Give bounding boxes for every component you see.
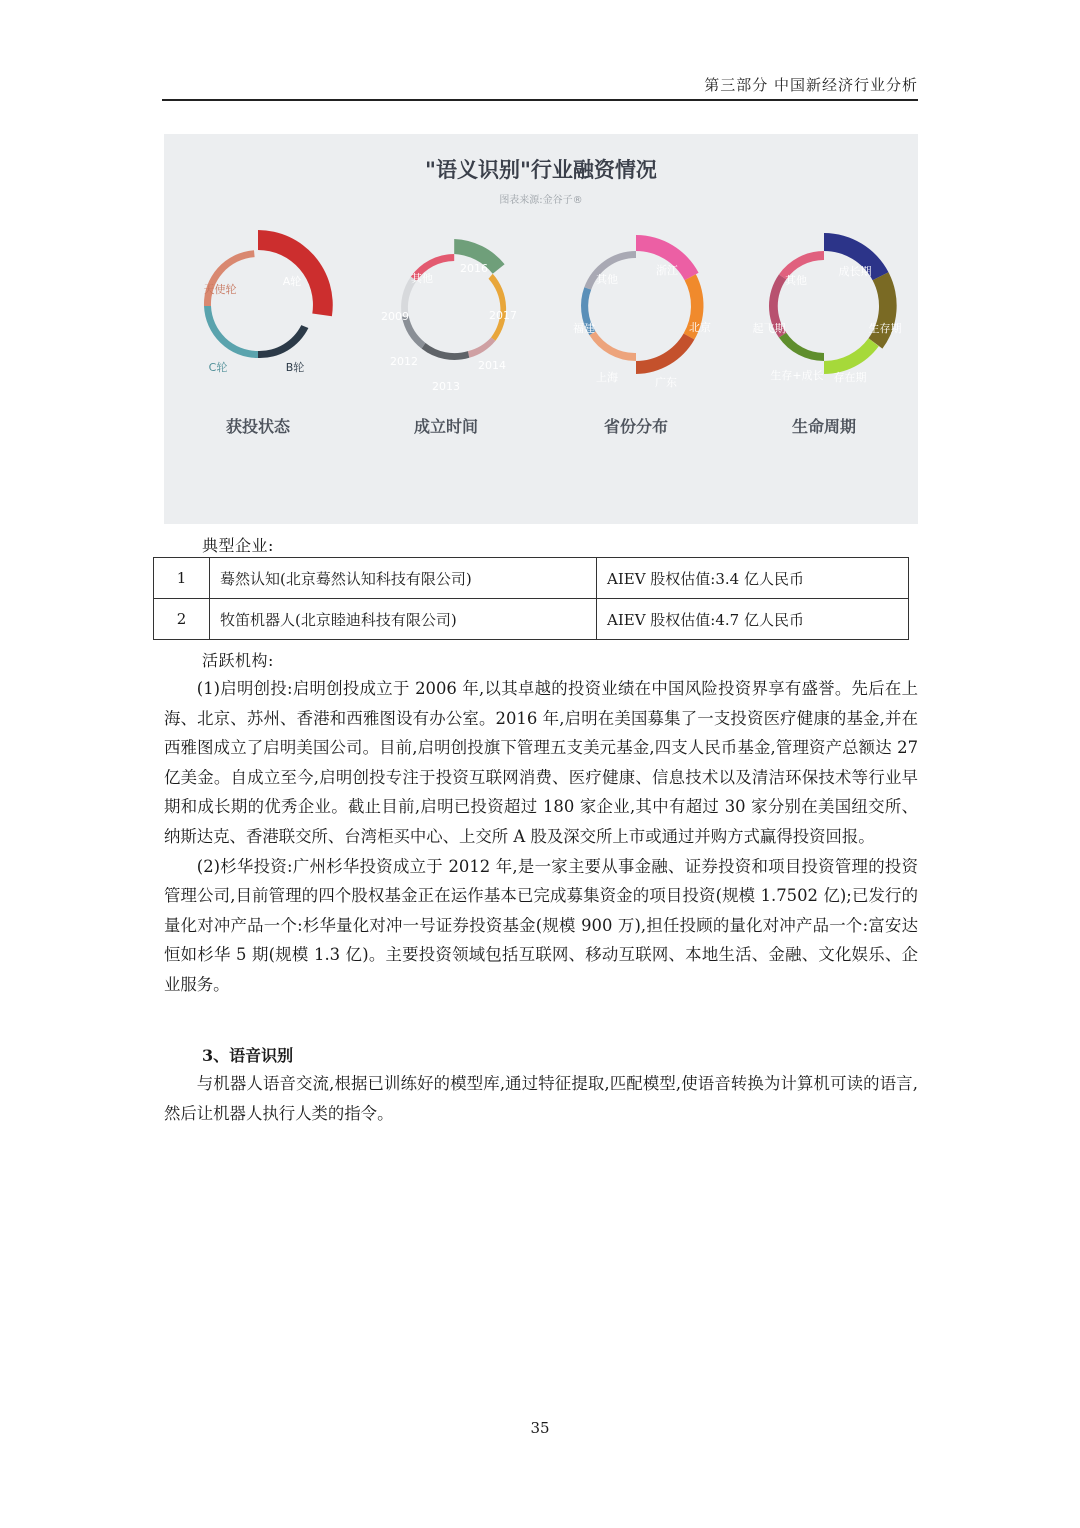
institutions-body (164, 674, 918, 1000)
label-2013: 2013 (432, 380, 460, 393)
label-takeoff: 起飞期 (752, 322, 786, 335)
page-number: 35 (530, 1419, 550, 1437)
label-existence: 存在期 (833, 371, 867, 384)
section-body (164, 1069, 918, 1128)
running-header: 第三部分 中国新经济行业分析 (704, 76, 918, 94)
segment-c (204, 306, 258, 358)
segment-shanghai (589, 331, 636, 361)
company-valuation: AIEV 股权估值:4.7 亿人民币 (597, 599, 909, 640)
figure-title: "语义识别"行业融资情况 (425, 158, 657, 182)
label-survive-grow: 生存+成长 (770, 369, 824, 382)
segment-2014 (468, 338, 496, 358)
chart-name-lifecycle: 生命周期 (791, 417, 857, 436)
section-heading: 3、语音识别 (202, 1046, 294, 1065)
section-paragraph: 与机器人语音交流,根据已训练好的模型库,通过特征提取,匹配模型,使语音转换为计算机可读的语言,然后让机器人执行人类的指令。 (164, 1074, 918, 1123)
label-2016: 2016 (460, 262, 488, 275)
label-survival: 生存期 (868, 322, 902, 335)
header-rule (162, 99, 918, 101)
label-2017: 2017 (489, 309, 517, 322)
figure-source: 图表来源:金谷子® (499, 195, 583, 206)
donut-province (573, 235, 711, 436)
financing-figure (164, 134, 918, 524)
institutions-heading: 活跃机构: (202, 651, 274, 670)
donut-investment-status (204, 230, 333, 436)
row-index: 2 (154, 599, 210, 640)
segment-2017 (489, 274, 507, 341)
label-2012: 2012 (390, 355, 418, 368)
chart-name-investment-status: 获投状态 (225, 417, 291, 436)
companies-table (153, 557, 909, 640)
chart-name-founding-year: 成立时间 (413, 417, 479, 436)
company-name: 牧笛机器人(北京睦迪科技有限公司) (210, 599, 597, 640)
company-name: 蓦然认知(北京蓦然认知科技有限公司) (210, 558, 597, 599)
donut-founding-year (381, 239, 517, 436)
label-b: B轮 (285, 361, 305, 374)
segment-guangdong (636, 334, 694, 375)
segment-b (258, 325, 308, 358)
label-zhejiang: 浙江 (656, 264, 678, 277)
label-shanghai: 上海 (596, 371, 618, 384)
chart-name-province: 省份分布 (603, 417, 669, 436)
label-a: A轮 (282, 275, 302, 288)
segment-2013 (422, 343, 470, 360)
label-2009: 2009 (381, 310, 409, 323)
segment-angel (204, 250, 255, 306)
segment-survive-grow (779, 333, 824, 361)
label-guangdong: 广东 (655, 376, 677, 389)
table-row (154, 558, 909, 599)
label-c: C轮 (208, 361, 228, 374)
institution-paragraph: (1)启明创投:启明创投成立于 2006 年,以其卓越的投资业绩在中国风险投资界享有盛誉。先后在上海、北京、苏州、香港和西雅图设有办公室。2016 年,启明在美国募集了一支投资医疗健康的基金,并在西雅图成立了启明美国公司。目前,启明创投旗下管理五支美元基金,四支人民币基金,管理资产总额达 27 亿美金。自成立至今,启明创投专注于投资互联网消费、医疗健康、信息技术以及清洁环保技术等行业早期和成长期的优秀企业。截止目前,启明已投资超过 180 家企业,其中有超过 30 家分别在美国纽交所、纳斯达克、香港联交所、台湾柜买中心、上交所 A 股及深交所上市或通过并购方式赢得投资回报。 (164, 679, 918, 846)
label-beijing: 北京 (689, 321, 711, 334)
donut-lifecycle (753, 233, 902, 436)
institution-paragraph: (2)杉华投资:广州杉华投资成立于 2012 年,是一家主要从事金融、证券投资和项目投资管理的投资管理公司,目前管理的四个股权基金正在运作基本已完成募集资金的项目投资(规模 1.7502 亿);已发行的量化对冲产品一个:杉华量化对冲一号证券投资基金(规模 900 万),担任投顾的量化对冲产品一个:富安达恒如杉华 5 期(规模 1.3 亿)。主要投资领域包括互联网、移动互联网、本地生活、金融、文化娱乐、企业服务。 (164, 856, 918, 994)
label-other: 其他 (785, 274, 807, 287)
label-other: 其他 (596, 273, 618, 286)
label-fujian: 福建 (573, 322, 595, 335)
label-other: 其他 (411, 272, 433, 285)
label-growth: 成长期 (838, 265, 872, 278)
label-angel: 天使轮 (203, 283, 237, 296)
row-index: 1 (154, 558, 210, 599)
label-2014: 2014 (478, 359, 506, 372)
segment-existence (824, 338, 879, 374)
segment-survival (869, 272, 897, 348)
table-row (154, 599, 909, 640)
segment-a (258, 230, 333, 316)
company-valuation: AIEV 股权估值:3.4 亿人民币 (597, 558, 909, 599)
companies-heading: 典型企业: (202, 536, 274, 555)
